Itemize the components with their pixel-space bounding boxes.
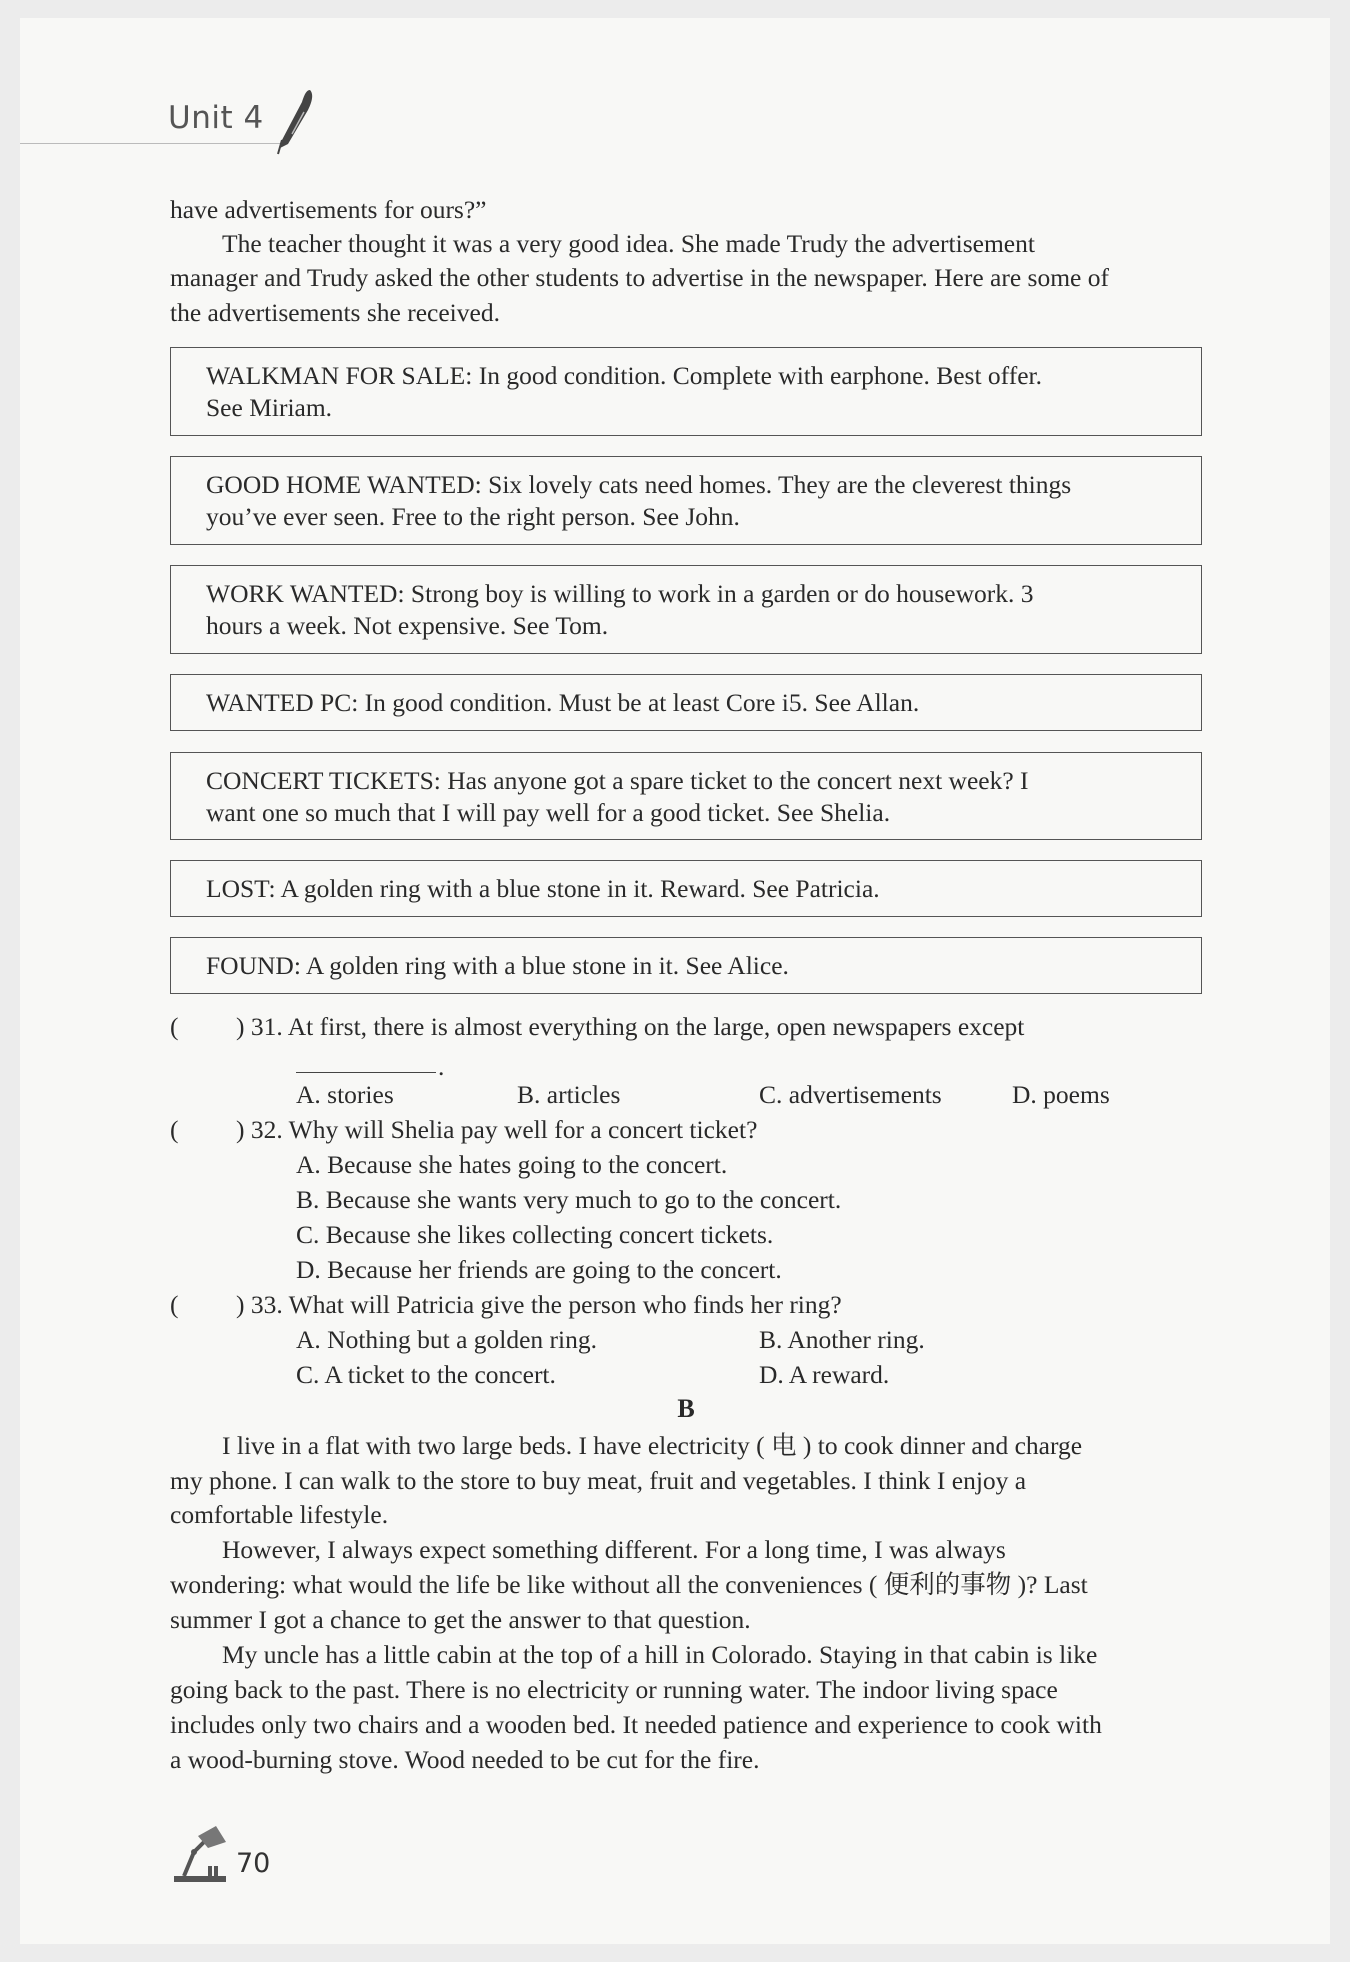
question-stem: ) 32. Why will Shelia pay well for a concert ticket? xyxy=(236,1115,758,1144)
passage-line: My uncle has a little cabin at the top of a hill in Colorado. Staying in that cabin is like xyxy=(222,1640,1098,1669)
ad-text: WORK WANTED: Strong boy is willing to work in a garden or do housework. 3 hours a week. Not expensive. See Tom. xyxy=(206,579,1034,640)
desk-lamp-icon xyxy=(170,1822,232,1884)
ad-box xyxy=(170,860,1202,917)
option: B. articles xyxy=(517,1080,621,1109)
ad-box xyxy=(170,456,1202,545)
option: A. stories xyxy=(296,1080,394,1109)
ad-text: CONCERT TICKETS: Has anyone got a spare ticket to the concert next week? I want one so much that I will pay well for a good ticket. See Shelia. xyxy=(206,766,1029,827)
option: C. A ticket to the concert. xyxy=(296,1360,556,1389)
ad-text: LOST: A golden ring with a blue stone in it. Reward. See Patricia. xyxy=(206,874,880,903)
answer-paren: ( xyxy=(170,1115,179,1144)
intro-line: the advertisements she received. xyxy=(170,298,500,327)
passage-line: going back to the past. There is no electricity or running water. The indoor living space xyxy=(170,1675,1058,1704)
ad-box xyxy=(170,565,1202,654)
page-number: 70 xyxy=(236,1848,271,1879)
option: C. Because she likes collecting concert tickets. xyxy=(296,1220,774,1249)
ad-text: GOOD HOME WANTED: Six lovely cats need homes. They are the cleverest things you’ve ever seen. Free to the right person. See John. xyxy=(206,470,1072,531)
question-stem: ) 33. What will Patricia give the person who finds her ring? xyxy=(236,1290,842,1319)
option: D. poems xyxy=(1012,1080,1110,1109)
passage-line: comfortable lifestyle. xyxy=(170,1500,389,1529)
option: A. Because she hates going to the concert. xyxy=(296,1150,728,1179)
intro-line: manager and Trudy asked the other students to advertise in the newspaper. Here are some of xyxy=(170,263,1109,292)
blank-period: . xyxy=(438,1052,445,1081)
passage-line: a wood-burning stove. Wood needed to be cut for the fire. xyxy=(170,1745,760,1774)
ad-box xyxy=(170,347,1202,436)
passage-line: wondering: what would the life be like without all the conveniences ( 便利的事物 )? Last xyxy=(170,1570,1088,1599)
passage-line: includes only two chairs and a wooden bed. It needed patience and experience to cook with xyxy=(170,1710,1102,1739)
header-rule xyxy=(20,143,282,144)
ad-box xyxy=(170,674,1202,731)
ad-text: FOUND: A golden ring with a blue stone in it. See Alice. xyxy=(206,951,789,980)
fill-blank xyxy=(296,1072,436,1073)
answer-paren: ( xyxy=(170,1012,179,1041)
section-heading: B xyxy=(677,1394,695,1423)
ad-text: WALKMAN FOR SALE: In good condition. Complete with earphone. Best offer. See Miriam. xyxy=(206,361,1042,422)
pen-icon xyxy=(270,88,318,156)
ad-box xyxy=(170,752,1202,840)
option: C. advertisements xyxy=(759,1080,942,1109)
option: D. Because her friends are going to the concert. xyxy=(296,1255,782,1284)
intro-line: The teacher thought it was a very good idea. She made Trudy the advertisement xyxy=(222,229,1035,258)
option: B. Another ring. xyxy=(759,1325,925,1354)
answer-paren: ( xyxy=(170,1290,179,1319)
passage-line: summer I got a chance to get the answer to that question. xyxy=(170,1605,751,1634)
passage-line: However, I always expect something different. For a long time, I was always xyxy=(222,1535,1006,1564)
unit-title: Unit 4 xyxy=(168,100,264,136)
ad-text: WANTED PC: In good condition. Must be at least Core i5. See Allan. xyxy=(206,688,920,717)
passage-line: my phone. I can walk to the store to buy meat, fruit and vegetables. I think I enjoy a xyxy=(170,1466,1027,1495)
option: B. Because she wants very much to go to the concert. xyxy=(296,1185,842,1214)
option: A. Nothing but a golden ring. xyxy=(296,1325,598,1354)
question-stem: ) 31. At first, there is almost everything on the large, open newspapers except xyxy=(236,1012,1025,1041)
intro-line: have advertisements for ours?” xyxy=(170,195,487,224)
option: D. A reward. xyxy=(759,1360,890,1389)
ad-box xyxy=(170,937,1202,994)
passage-line: I live in a flat with two large beds. I have electricity ( 电 ) to cook dinner and charge xyxy=(222,1431,1083,1460)
